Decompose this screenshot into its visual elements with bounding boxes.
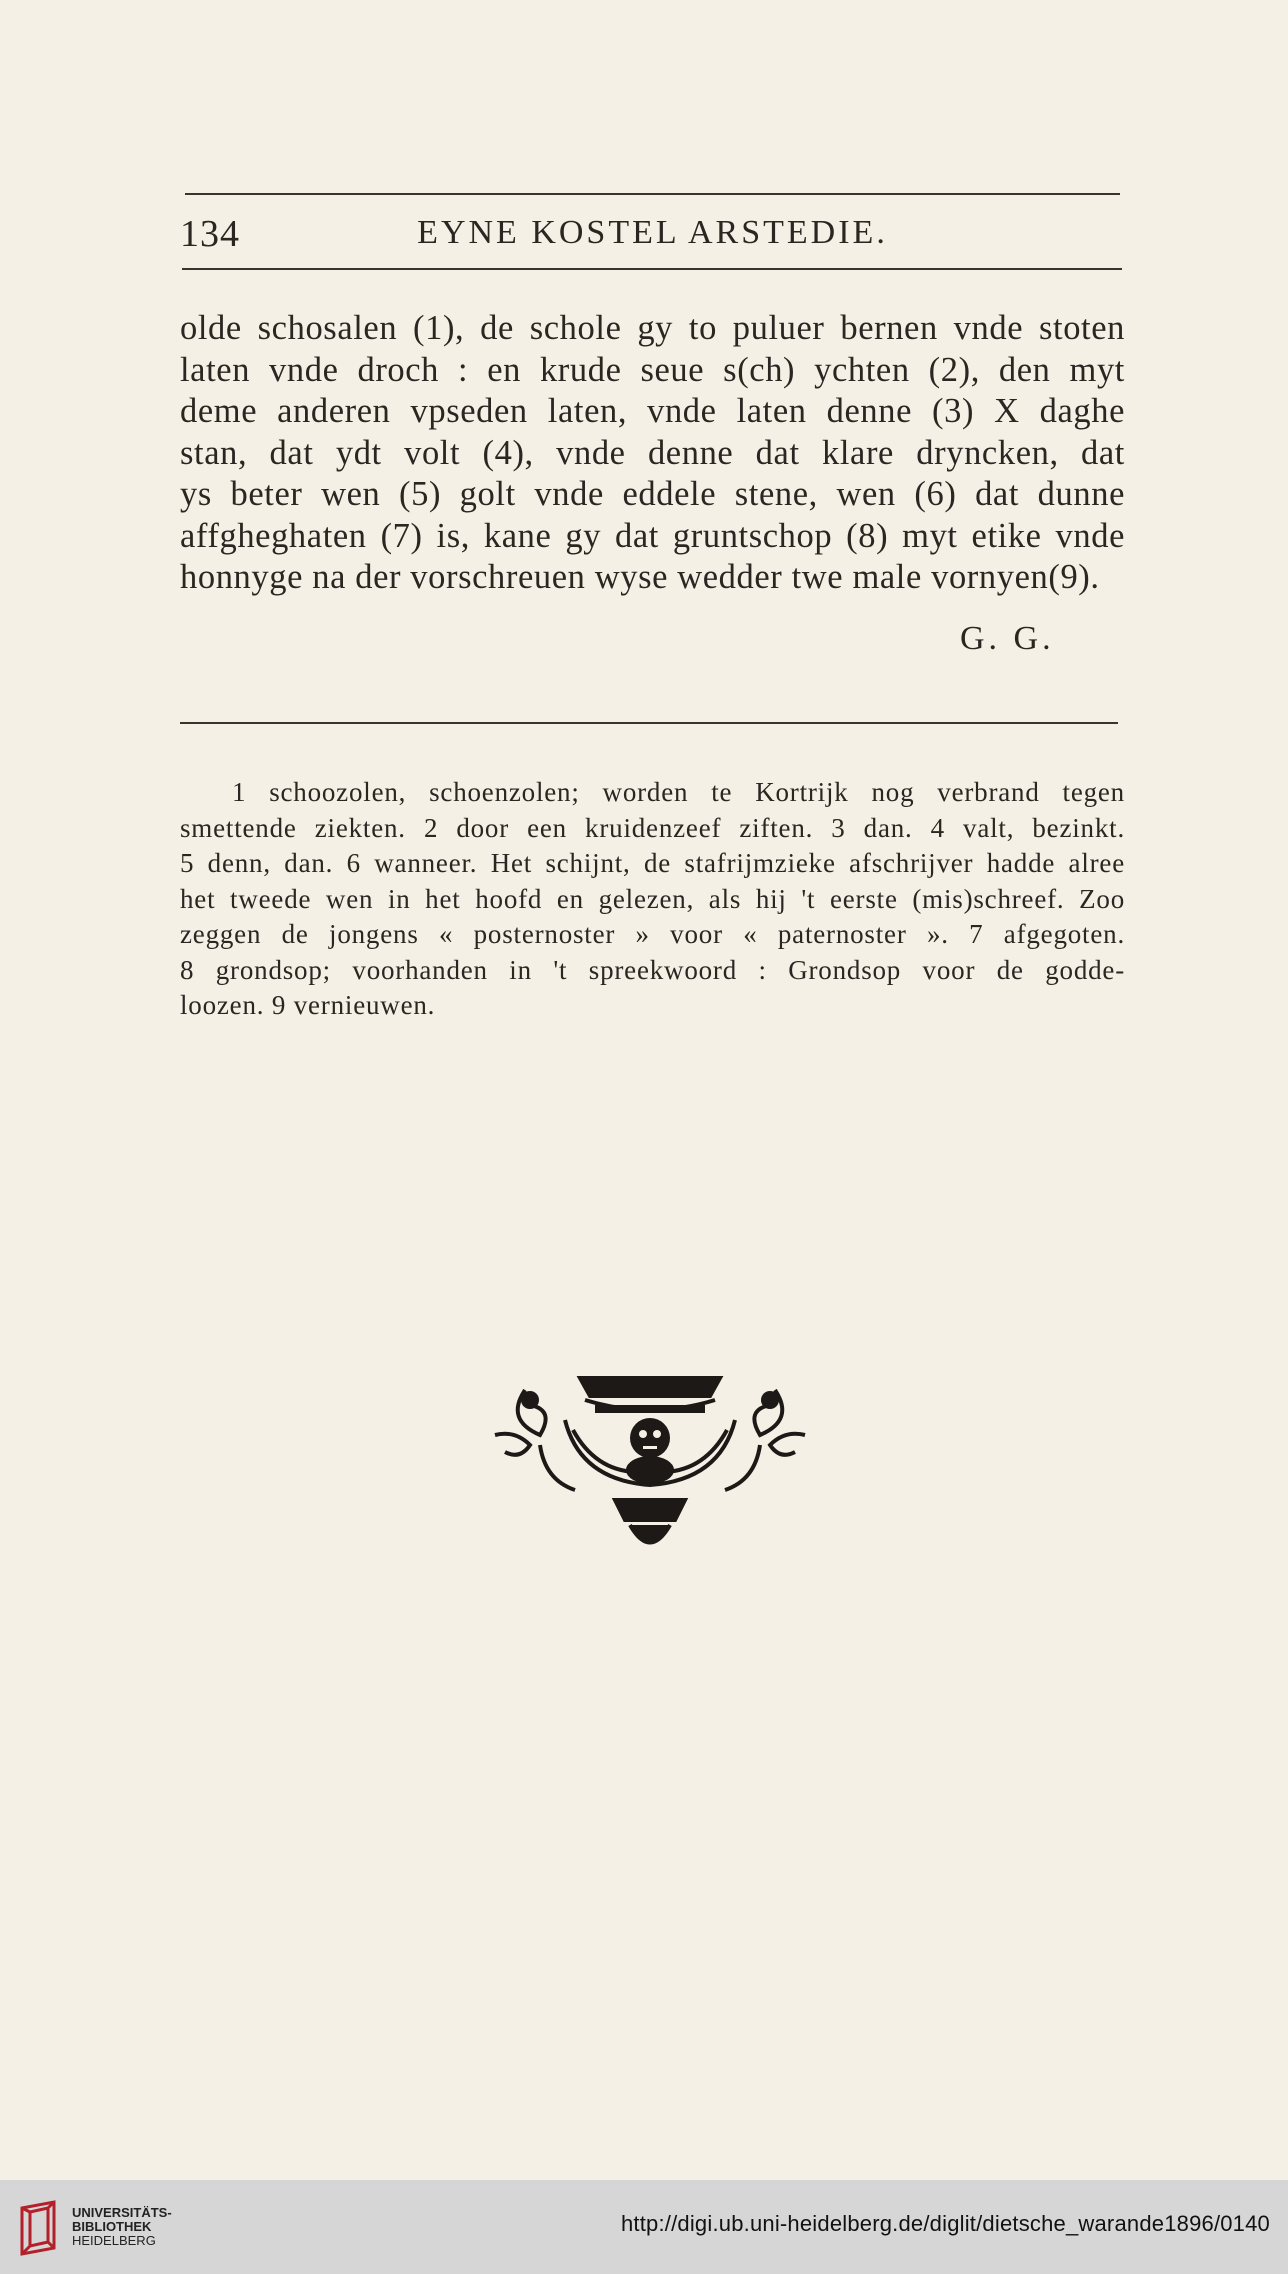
library-name: [72, 2206, 172, 2248]
footnote-line: zeggen de jongens « posternoster » voor « paternoster ». 7 afgegoten.: [180, 919, 1125, 949]
footnote-line: loozen. 9 vernieuwen.: [180, 990, 436, 1020]
body-line: laten vnde droch : en krude seue s(ch) ychten (2), den myt: [180, 350, 1125, 389]
source-url-link[interactable]: http://digi.ub.uni-heidelberg.de/diglit/dietsche_warande1896/0140: [620, 2211, 1270, 2236]
footnote-line: 5 denn, dan. 6 wanneer. Het schijnt, de stafrijmzieke afschrijver hadde alree: [180, 848, 1125, 878]
body-line: deme anderen vpseden laten, vnde laten denne (3) X daghe: [180, 392, 1125, 430]
running-head: [180, 212, 1125, 262]
footer-bar: [0, 2180, 1288, 2274]
library-name-line: HEIDELBERG: [72, 2233, 156, 2248]
footnote-line: 1 schoozolen, schoenzolen; worden te Kortrijk nog verbrand tegen: [232, 777, 1125, 807]
body-text: [180, 308, 1125, 599]
body-line: olde schosalen (1), de schole gy to puluer bernen vnde stoten: [180, 309, 1125, 347]
body-line: affgheghaten (7) is, kane gy dat gruntschop (8) myt etike vnde: [180, 516, 1125, 555]
body-line: honnyge na der vorschreuen wyse wedder twe male vornyen(9).: [180, 558, 1100, 596]
ornament-vignette-icon: [485, 1360, 815, 1560]
library-name-line: UNIVERSITÄTS-: [72, 2205, 172, 2220]
footnote-line: smettende ziekten. 2 door een kruidenzeef ziften. 3 dan. 4 valt, bezinkt.: [180, 812, 1125, 843]
signature: G. G.: [960, 620, 1055, 657]
footnotes: [180, 775, 1125, 1024]
library-logo-icon: [14, 2198, 64, 2258]
library-name-line: BIBLIOTHEK: [72, 2219, 152, 2234]
header-top-rule: [185, 193, 1120, 195]
footnote-line: 8 grondsop; voorhanden in 't spreekwoord : Grondsop voor de godde-: [180, 954, 1125, 985]
running-title: EYNE KOSTEL ARSTEDIE.: [417, 214, 888, 251]
body-line: stan, dat ydt volt (4), vnde denne dat klare dryncken, dat: [180, 433, 1125, 472]
footnote-line: het tweede wen in het hoofd en gelezen, als hij 't eerste (mis)schreef. Zoo: [180, 883, 1125, 914]
body-line: ys beter wen (5) golt vnde eddele stene, wen (6) dat dunne: [180, 475, 1125, 513]
page-number: 134: [180, 213, 240, 255]
footnote-separator-rule: [180, 722, 1118, 724]
header-bottom-rule: [182, 268, 1122, 270]
